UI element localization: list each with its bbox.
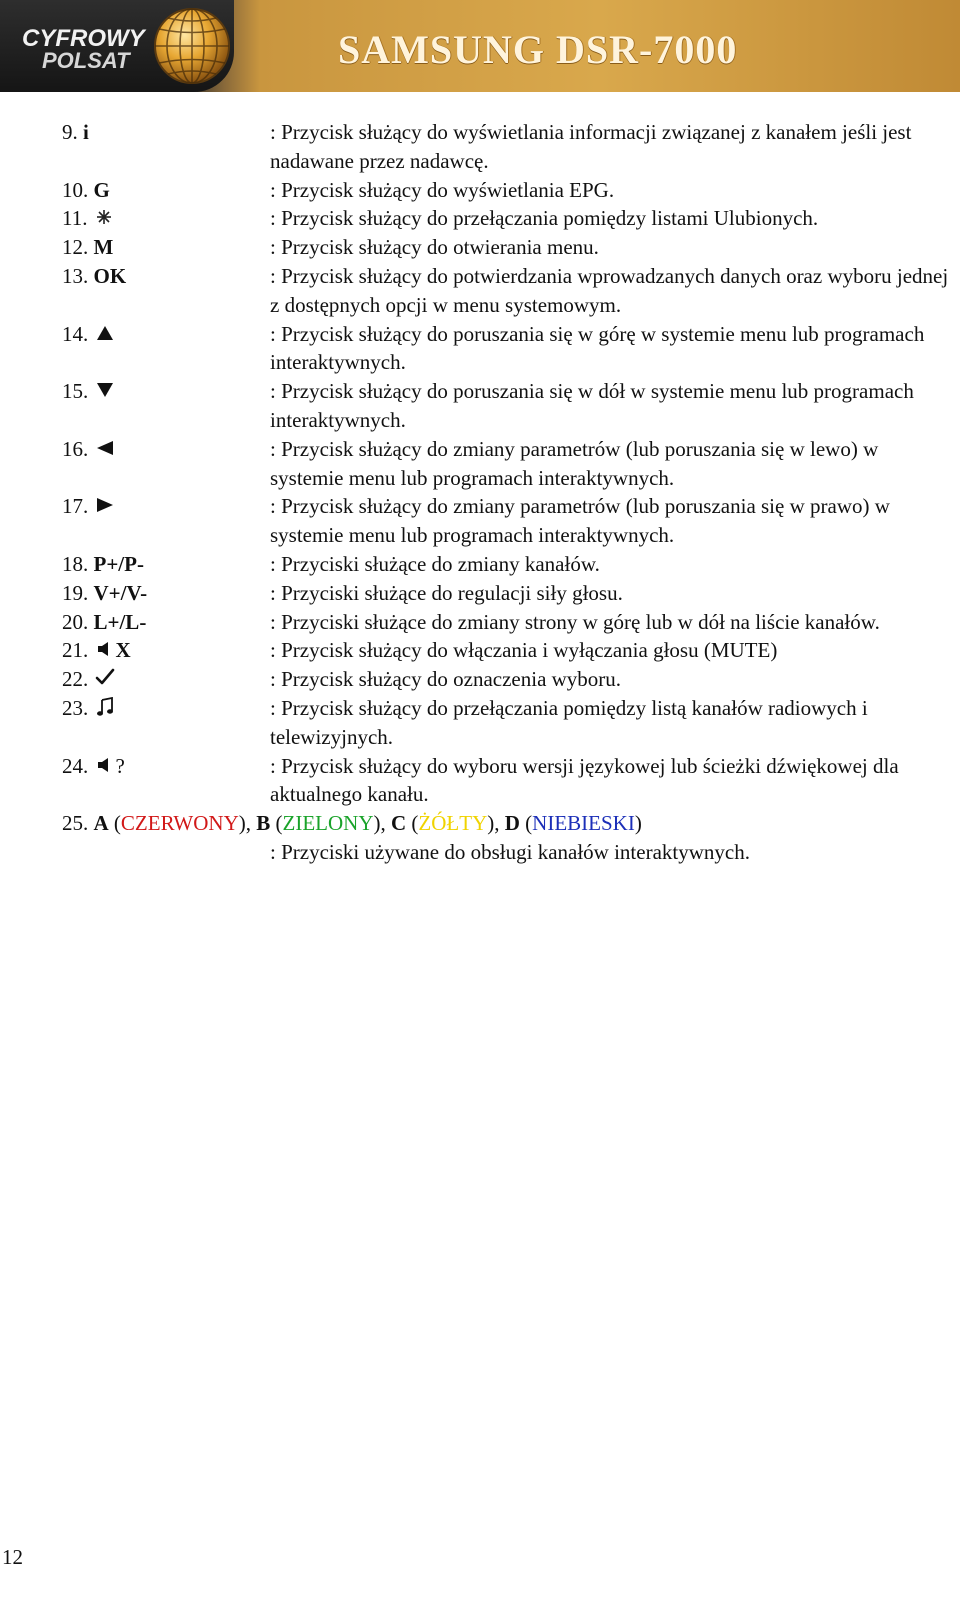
item-description: : Przycisk służący do zmiany parametrów (lub poruszania się w lewo) w systemie menu lub programach interaktywnych.	[270, 436, 879, 490]
color-label-red: CZERWONY	[120, 811, 239, 836]
item-description: : Przycisk służący do otwierania menu.	[270, 235, 599, 260]
product-title: SAMSUNG DSR-7000	[338, 27, 738, 72]
item-description: : Przycisk służący do przełączania pomiędzy listą kanałów radiowych i telewizyjnych.	[270, 695, 868, 749]
key-c: C	[391, 811, 407, 836]
item-key: G	[93, 177, 110, 202]
key-b: B	[256, 811, 271, 836]
item-description: : Przycisk służący do przełączania pomiędzy listami Ulubionych.	[270, 206, 819, 231]
item-key: X	[115, 638, 131, 663]
list-item	[62, 579, 952, 608]
item-key: L+/L-	[93, 609, 147, 634]
music-note-icon	[94, 694, 116, 723]
item-description: : Przyciski służące do regulacji siły głosu.	[270, 580, 623, 605]
item-key: V+/V-	[93, 580, 148, 605]
item-number: 16.	[62, 436, 89, 461]
item-description: : Przycisk służący do włączania i wyłączania głosu (MUTE)	[270, 638, 778, 663]
item-key: M	[93, 235, 114, 260]
item-number: 23.	[62, 695, 89, 720]
list-item	[62, 694, 952, 752]
item-number: 11.	[62, 206, 88, 231]
button-description-list	[62, 118, 952, 867]
item-description: : Przycisk służący do zmiany parametrów (lub poruszania się w prawo) w systemie menu lub programach interaktywnych.	[270, 494, 890, 548]
speaker-icon	[94, 636, 116, 665]
item-number: 24.	[62, 753, 89, 778]
logo-line1: CYFROWY	[22, 25, 145, 52]
list-item	[62, 435, 952, 493]
color-label-yellow: ŻÓŁTY	[418, 811, 488, 836]
list-item	[62, 320, 952, 378]
item-number: 18.	[62, 551, 89, 576]
list-item-colored-keys	[62, 809, 952, 867]
list-item	[62, 752, 952, 810]
item-description: : Przycisk służący do poruszania się w dół w systemie menu lub programach interaktywnych.	[270, 379, 914, 432]
logo-line2: POLSAT	[42, 48, 130, 73]
list-item	[62, 118, 952, 176]
item-number: 19.	[62, 580, 89, 605]
list-item	[62, 492, 952, 550]
colored-keys-line: 25. A (CZERWONY), B (ZIELONY), C (ŻÓŁTY), D (NIEBIESKI)	[62, 811, 642, 836]
item-number: 17.	[62, 494, 89, 519]
page-number: 12	[2, 1545, 23, 1569]
item-number: 9.	[62, 120, 78, 144]
item-key: P+/P-	[93, 551, 144, 576]
list-item	[62, 636, 952, 665]
item-number: 10.	[62, 177, 89, 202]
checkmark-icon	[94, 665, 116, 694]
list-item	[62, 377, 952, 435]
item-number: 25.	[62, 811, 89, 836]
speaker-icon	[94, 752, 116, 781]
key-a: A	[93, 811, 109, 836]
item-description: : Przycisk służący do wyświetlania informacji związanej z kanałem jeśli jest nadawane przez nadawcę.	[270, 120, 912, 173]
item-number: 20.	[62, 609, 89, 634]
item-description: : Przyciski służące do zmiany kanałów.	[270, 551, 600, 576]
list-item	[62, 550, 952, 579]
item-description: : Przycisk służący do wyświetlania EPG.	[270, 177, 615, 202]
item-number: 21.	[62, 638, 89, 663]
list-item	[62, 233, 952, 262]
item-key: OK	[93, 263, 127, 288]
arrow-left-icon	[94, 435, 116, 464]
page-header	[0, 0, 960, 92]
cyfrowy-polsat-logo	[0, 0, 234, 92]
list-item	[62, 176, 952, 205]
item-number: 22.	[62, 667, 89, 692]
list-item	[62, 608, 952, 637]
list-item	[62, 204, 952, 233]
item-description: : Przyciski używane do obsługi kanałów interaktywnych.	[270, 839, 750, 864]
key-d: D	[504, 811, 520, 836]
list-item	[62, 262, 952, 320]
color-label-green: ZIELONY	[282, 811, 374, 836]
item-description: : Przyciski służące do zmiany strony w górę lub w dół na liście kanałów.	[270, 609, 880, 634]
item-key: i	[83, 120, 89, 144]
arrow-right-icon	[94, 492, 116, 521]
item-number: 14.	[62, 321, 89, 346]
color-label-blue: NIEBIESKI	[532, 811, 635, 836]
logo-wordmark	[22, 25, 157, 73]
item-suffix: ?	[115, 753, 125, 778]
globe-icon	[150, 4, 234, 88]
arrow-down-icon	[94, 377, 116, 406]
item-description: : Przycisk służący do wyboru wersji językowej lub ścieżki dźwiękowej dla aktualnego kanału.	[270, 753, 899, 807]
item-number: 15.	[62, 379, 89, 404]
item-description: : Przycisk służący do oznaczenia wyboru.	[270, 667, 622, 692]
item-number: 13.	[62, 263, 89, 288]
item-description: : Przycisk służący do potwierdzania wprowadzanych danych oraz wyboru jednej z dostępnych opcji w menu systemowym.	[270, 263, 949, 317]
star-icon	[93, 204, 115, 233]
item-description: : Przycisk służący do poruszania się w górę w systemie menu lub programach interaktywnych.	[270, 321, 925, 375]
arrow-up-icon	[94, 320, 116, 349]
list-item	[62, 665, 952, 694]
item-number: 12.	[62, 235, 89, 260]
